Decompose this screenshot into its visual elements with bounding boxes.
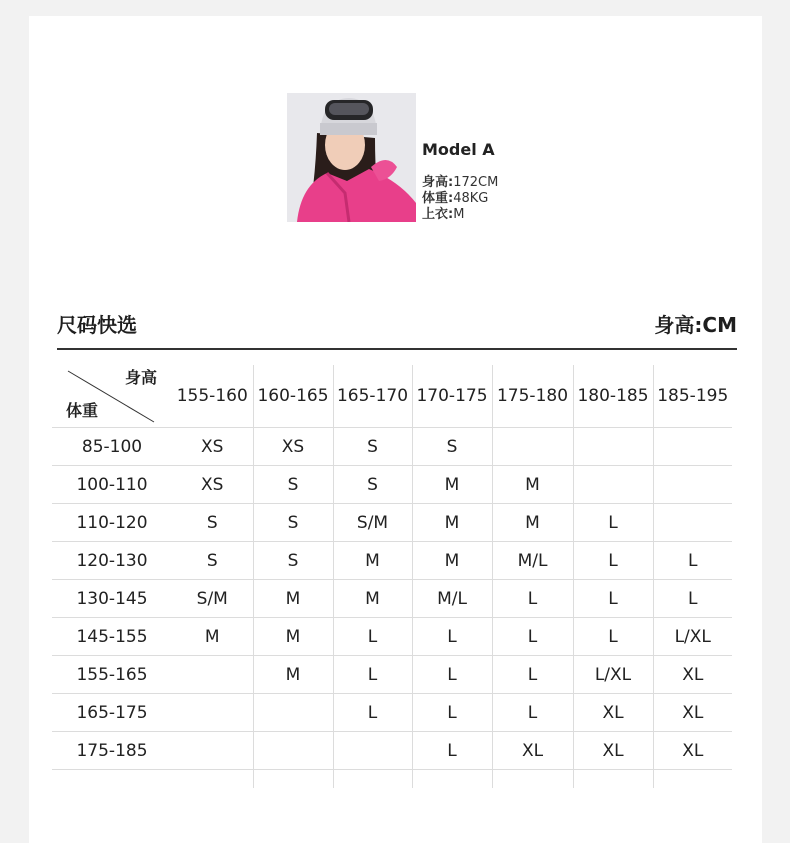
size-cell: S (333, 428, 412, 466)
spacer-cell (412, 770, 492, 789)
size-cell: L (333, 618, 412, 656)
size-chart-header-row (52, 365, 732, 428)
model-stat-height: 身高:172CM (422, 175, 499, 190)
size-cell: S (333, 466, 412, 504)
spacer-cell (653, 770, 732, 789)
size-cell: M (492, 504, 573, 542)
size-cell (653, 466, 732, 504)
size-cell: XL (492, 732, 573, 770)
model-stats (422, 175, 498, 223)
size-cell (653, 504, 732, 542)
height-range-header: 155-160 (172, 365, 253, 428)
model-stat-weight: 体重:48KG (422, 191, 489, 206)
size-cell: M (412, 504, 492, 542)
size-chart-title: 尺码快选 (57, 313, 137, 337)
size-cell: L (412, 694, 492, 732)
size-cell (573, 428, 653, 466)
spacer-cell (52, 770, 172, 789)
size-chart-corner (52, 365, 172, 428)
size-cell: M (492, 466, 573, 504)
height-range-header: 165-170 (333, 365, 412, 428)
size-cell: XL (653, 732, 732, 770)
height-range-header: 170-175 (412, 365, 492, 428)
product-detail-card (29, 16, 762, 843)
model-name: Model A (422, 140, 495, 159)
size-cell: L (573, 580, 653, 618)
size-cell: XS (172, 466, 253, 504)
size-cell: L (492, 656, 573, 694)
weight-range-label: 130-145 (52, 580, 172, 618)
size-cell: L (492, 618, 573, 656)
table-row (52, 542, 732, 580)
size-cell (573, 466, 653, 504)
weight-range-label: 165-175 (52, 694, 172, 732)
size-cell: L (492, 694, 573, 732)
size-cell: S (172, 504, 253, 542)
size-cell: XL (573, 694, 653, 732)
size-cell: L (653, 580, 732, 618)
height-range-header: 185-195 (653, 365, 732, 428)
spacer-cell (492, 770, 573, 789)
size-cell: S (172, 542, 253, 580)
size-cell: S (412, 428, 492, 466)
size-cell: L (333, 694, 412, 732)
table-row (52, 694, 732, 732)
corner-height-label: 身高 (124, 368, 157, 387)
weight-range-label: 145-155 (52, 618, 172, 656)
size-cell (172, 656, 253, 694)
size-cell: M (412, 542, 492, 580)
table-row (52, 618, 732, 656)
model-photo (287, 93, 416, 222)
table-row (52, 504, 732, 542)
weight-range-label: 175-185 (52, 732, 172, 770)
spacer-cell (253, 770, 333, 789)
table-row (52, 580, 732, 618)
size-chart-table (52, 365, 732, 788)
spacer-cell (333, 770, 412, 789)
size-cell: M/L (412, 580, 492, 618)
height-range-header: 175-180 (492, 365, 573, 428)
size-cell: M (253, 618, 333, 656)
size-cell (172, 732, 253, 770)
weight-range-label: 100-110 (52, 466, 172, 504)
size-cell: L (573, 504, 653, 542)
size-cell: XS (172, 428, 253, 466)
table-row (52, 466, 732, 504)
size-cell: M (333, 542, 412, 580)
model-photo-image (287, 93, 416, 222)
size-cell: S (253, 542, 333, 580)
size-cell (333, 732, 412, 770)
size-cell: L (412, 656, 492, 694)
size-cell: M (172, 618, 253, 656)
size-cell: L/XL (573, 656, 653, 694)
model-stat-top-size: 上衣:M (422, 207, 465, 222)
size-cell: XL (653, 656, 732, 694)
table-row (52, 656, 732, 694)
height-range-header: 160-165 (253, 365, 333, 428)
size-cell: L/XL (653, 618, 732, 656)
size-cell (253, 732, 333, 770)
table-row (52, 428, 732, 466)
size-cell (492, 428, 573, 466)
size-cell: L (573, 618, 653, 656)
size-cell: S (253, 466, 333, 504)
weight-range-label: 85-100 (52, 428, 172, 466)
size-cell: M (253, 656, 333, 694)
size-cell: L (333, 656, 412, 694)
size-cell: M/L (492, 542, 573, 580)
table-row (52, 732, 732, 770)
size-cell: L (412, 732, 492, 770)
size-cell: M (253, 580, 333, 618)
size-cell: S/M (172, 580, 253, 618)
size-cell: XL (653, 694, 732, 732)
table-spacer-row (52, 770, 732, 789)
size-cell: L (573, 542, 653, 580)
size-cell: XL (573, 732, 653, 770)
weight-range-label: 120-130 (52, 542, 172, 580)
weight-range-label: 155-165 (52, 656, 172, 694)
size-cell: L (412, 618, 492, 656)
size-cell: L (653, 542, 732, 580)
spacer-cell (573, 770, 653, 789)
spacer-cell (172, 770, 253, 789)
size-cell (172, 694, 253, 732)
size-cell: M (333, 580, 412, 618)
size-cell: S/M (333, 504, 412, 542)
weight-range-label: 110-120 (52, 504, 172, 542)
size-cell: XS (253, 428, 333, 466)
size-cell: S (253, 504, 333, 542)
size-cell (653, 428, 732, 466)
corner-weight-label: 体重 (66, 401, 99, 420)
size-chart-divider (57, 348, 737, 350)
size-cell (253, 694, 333, 732)
size-chart-unit: 身高:CM (654, 313, 737, 337)
size-cell: M (412, 466, 492, 504)
size-cell: L (492, 580, 573, 618)
height-range-header: 180-185 (573, 365, 653, 428)
